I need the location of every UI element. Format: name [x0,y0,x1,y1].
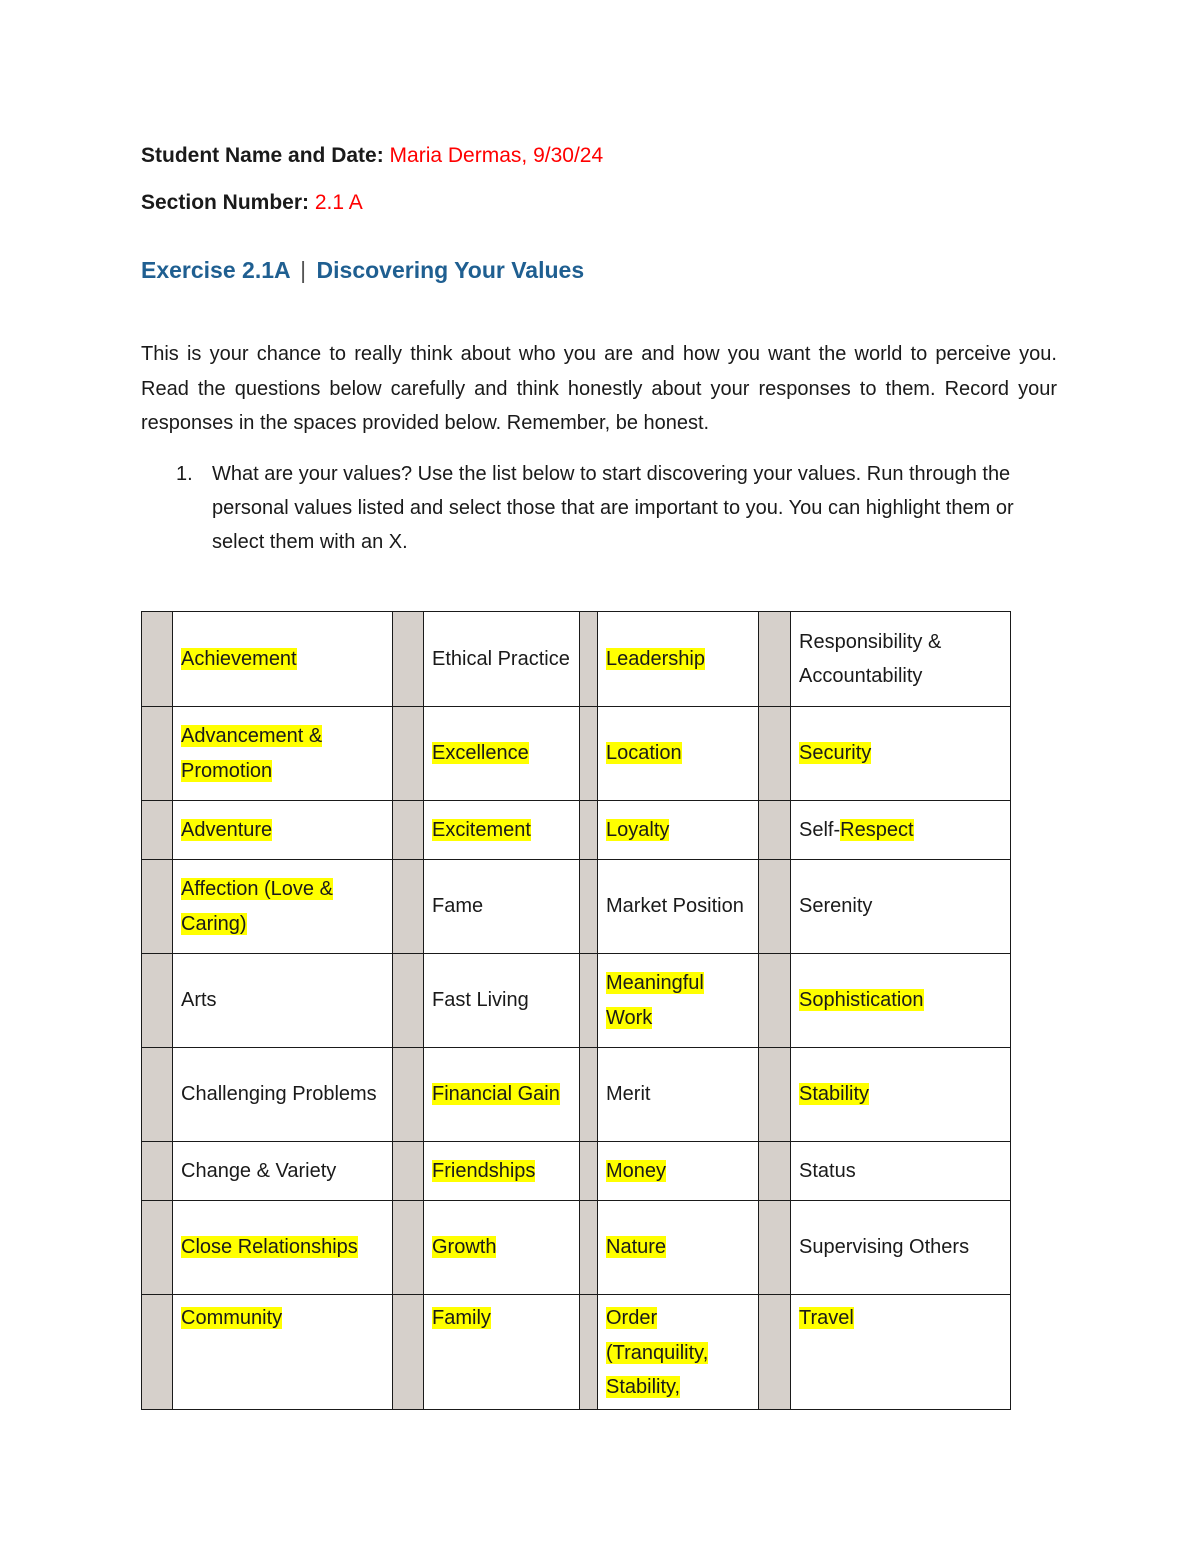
value-cell [424,860,580,954]
selection-mark-cell[interactable] [142,954,173,1048]
value-text: Arts [181,989,217,1012]
value-text-highlighted: Friendships [432,1159,536,1182]
value-cell [173,707,393,801]
value-cell [791,1048,1011,1142]
value-text-highlighted: Stability [799,1083,870,1106]
value-cell [173,860,393,954]
selection-mark-cell[interactable] [393,707,424,801]
value-text: Responsibility & Accountability [799,630,942,687]
selection-mark-cell[interactable] [393,1048,424,1142]
selection-mark-cell[interactable] [580,612,598,707]
value-cell [173,1201,393,1295]
values-table-row [142,1142,1011,1201]
values-table-row [142,1048,1011,1142]
selection-mark-cell[interactable] [142,1295,173,1410]
value-text-highlighted: Achievement [181,647,297,670]
selection-mark-cell[interactable] [759,707,791,801]
value-text-highlighted: Leadership [606,647,705,670]
value-text-highlighted: Close Relationships [181,1236,358,1259]
value-cell [424,801,580,860]
value-text: Challenging Problems [181,1083,377,1106]
selection-mark-cell[interactable] [142,860,173,954]
value-cell [598,1201,759,1295]
student-name-label: Student Name and Date: [141,144,384,167]
value-cell [173,1142,393,1201]
value-text-highlighted: Family [432,1307,491,1329]
selection-mark-cell[interactable] [142,1142,173,1201]
value-cell [598,1142,759,1201]
value-cell [598,954,759,1048]
value-cell [424,1142,580,1201]
value-text: Fame [432,895,484,918]
value-cell [598,801,759,860]
value-cell [424,707,580,801]
value-cell [424,1201,580,1295]
selection-mark-cell[interactable] [759,1295,791,1410]
selection-mark-cell[interactable] [142,1201,173,1295]
selection-mark-cell[interactable] [393,954,424,1048]
value-text-highlighted: Advancement & Promotion [181,725,323,782]
value-cell [598,612,759,707]
value-cell [791,801,1011,860]
value-text-highlighted: Growth [432,1236,497,1259]
selection-mark-cell[interactable] [393,860,424,954]
section-number-line [141,189,363,217]
selection-mark-cell[interactable] [142,1048,173,1142]
values-table [141,611,1011,1410]
selection-mark-cell[interactable] [393,1201,424,1295]
student-name-date-line [141,142,603,170]
selection-mark-cell[interactable] [142,707,173,801]
value-text-highlighted: Travel [799,1307,854,1329]
value-text-highlighted: Respect [840,818,914,841]
value-cell [424,612,580,707]
selection-mark-cell[interactable] [580,860,598,954]
selection-mark-cell[interactable] [759,1201,791,1295]
value-text-highlighted: Security [799,742,872,765]
title-separator: | [300,257,307,283]
exercise-number: Exercise 2.1A [141,257,290,283]
value-text-highlighted: Adventure [181,818,273,841]
value-cell [791,860,1011,954]
value-cell [598,1295,759,1410]
value-text: Merit [606,1083,651,1106]
value-text: Ethical Practice [432,647,570,670]
value-text: Serenity [799,895,873,918]
student-name-value: Maria Dermas, 9/30/24 [389,144,604,167]
question-text: What are your values? Use the list below to start discovering your values. Run through the personal values listed and select those that are important to you. You can highlight them or select them with an X. [212,463,1014,553]
values-table-row [142,707,1011,801]
value-text-highlighted: Financial Gain [432,1083,560,1106]
selection-mark-cell[interactable] [580,1201,598,1295]
value-text-highlighted: Community [181,1307,283,1329]
value-text-highlighted: Meaningful Work [606,972,704,1029]
selection-mark-cell[interactable] [142,612,173,707]
question-1 [176,457,1056,559]
value-text-highlighted: Excitement [432,818,531,841]
selection-mark-cell[interactable] [580,1295,598,1410]
value-cell [791,612,1011,707]
selection-mark-cell[interactable] [393,801,424,860]
selection-mark-cell[interactable] [759,612,791,707]
value-cell [424,1048,580,1142]
value-text-highlighted: Sophistication [799,989,924,1012]
value-text: Change & Variety [181,1159,337,1182]
exercise-title [141,255,584,285]
value-cell [173,954,393,1048]
selection-mark-cell[interactable] [759,860,791,954]
selection-mark-cell[interactable] [580,801,598,860]
value-cell [791,1201,1011,1295]
value-text-highlighted: Nature [606,1236,667,1259]
selection-mark-cell[interactable] [759,1142,791,1201]
value-cell [173,1295,393,1410]
value-text-highlighted: Excellence [432,742,529,765]
value-cell [424,1295,580,1410]
selection-mark-cell[interactable] [393,612,424,707]
value-cell [791,954,1011,1048]
value-cell [173,1048,393,1142]
value-text-highlighted: Affection (Love & Caring) [181,878,333,935]
values-table-row [142,612,1011,707]
selection-mark-cell[interactable] [393,1295,424,1410]
value-cell [791,1142,1011,1201]
selection-mark-cell[interactable] [759,1048,791,1142]
values-table-row [142,801,1011,860]
value-cell [598,860,759,954]
value-text: Status [799,1159,856,1182]
value-cell [173,801,393,860]
value-cell [173,612,393,707]
exercise-subtitle: Discovering Your Values [316,257,585,283]
value-text-highlighted: Location [606,742,682,765]
value-cell [598,707,759,801]
values-table-row [142,860,1011,954]
values-table-row [142,1295,1011,1410]
value-cell [791,707,1011,801]
value-text: Supervising Others [799,1236,970,1259]
value-cell [791,1295,1011,1410]
selection-mark-cell[interactable] [142,801,173,860]
selection-mark-cell[interactable] [580,707,598,801]
selection-mark-cell[interactable] [580,1048,598,1142]
value-text: Market Position [606,895,744,918]
selection-mark-cell[interactable] [580,954,598,1048]
question-number: 1. [176,463,193,485]
value-cell [424,954,580,1048]
selection-mark-cell[interactable] [393,1142,424,1201]
value-text-highlighted: Loyalty [606,818,670,841]
values-table-row [142,1201,1011,1295]
values-table-row [142,954,1011,1048]
value-text: Self- [799,818,841,841]
selection-mark-cell[interactable] [759,954,791,1048]
value-text-highlighted: Money [606,1159,667,1182]
section-number-label: Section Number: [141,191,310,214]
value-text: Fast Living [432,989,529,1012]
value-cell [598,1048,759,1142]
value-text-highlighted: Order (Tranquility, Stability, [606,1307,709,1398]
section-number-value: 2.1 A [314,191,363,214]
selection-mark-cell[interactable] [580,1142,598,1201]
intro-paragraph: This is your chance to really think about who you are and how you want the world to perceive you. Read the questions below carefully and think honestly about your responses to them. Record your responses in the spaces provided below. Remember, be honest. [141,343,1057,434]
selection-mark-cell[interactable] [759,801,791,860]
